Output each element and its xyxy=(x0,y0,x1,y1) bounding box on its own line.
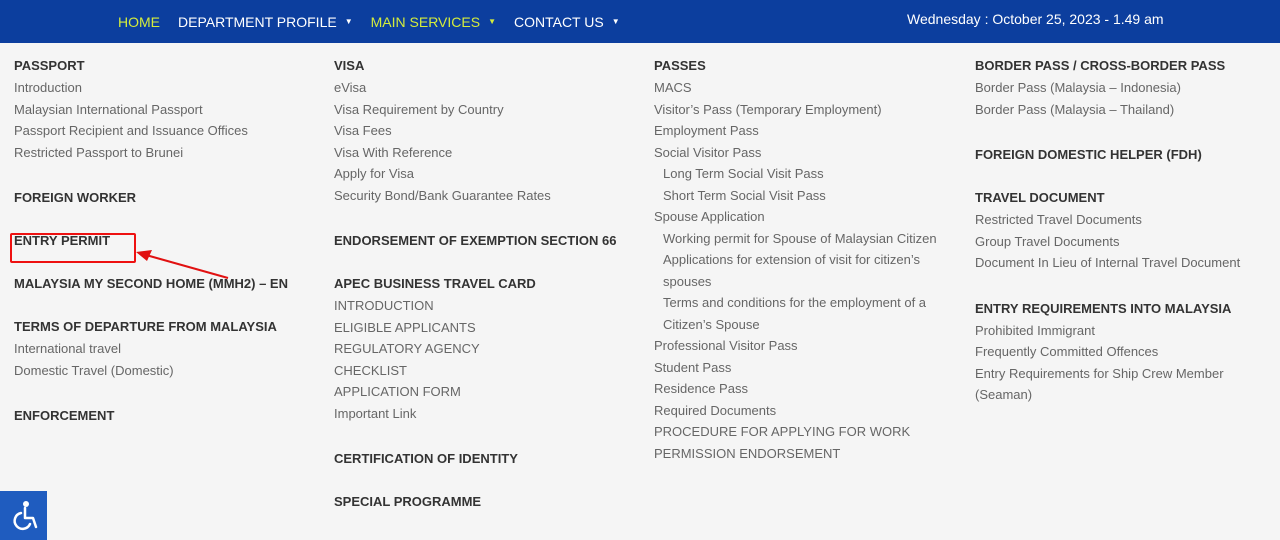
menu-section-enforcement xyxy=(14,407,314,424)
mega-menu-column-3 xyxy=(654,57,954,490)
menu-heading-foreign-domestic-helper-fdh[interactable]: FOREIGN DOMESTIC HELPER (FDH) xyxy=(975,147,1202,162)
menu-link-domestic-travel-domestic[interactable]: Domestic Travel (Domestic) xyxy=(14,362,174,378)
menu-link-apply-for-visa[interactable]: Apply for Visa xyxy=(334,166,414,181)
nav-main-services-label: MAIN SERVICES xyxy=(370,13,481,30)
menu-section-visa xyxy=(334,57,644,206)
menu-link-prohibited-immigrant[interactable]: Prohibited Immigrant xyxy=(975,322,1095,338)
menu-link-passport-recipient-and-issuance-offices[interactable]: Passport Recipient and Issuance Offices xyxy=(14,123,248,138)
entry-permit-highlight-box xyxy=(10,233,136,263)
menu-link-terms-and-conditions-for-the-employment-of-a-citizen-s-spouse[interactable]: Terms and conditions for the employment of a Citizen’s Spouse xyxy=(663,295,927,332)
menu-link-malaysian-international-passport[interactable]: Malaysian International Passport xyxy=(14,101,203,117)
menu-link-eligible-applicants[interactable]: ELIGIBLE APPLICANTS xyxy=(334,319,476,335)
menu-link-visitor-s-pass-temporary-employment[interactable]: Visitor’s Pass (Temporary Employment) xyxy=(654,101,882,117)
menu-section-entry-requirements-into-malaysia xyxy=(975,300,1265,406)
nav-main-services[interactable] xyxy=(371,14,496,30)
wheelchair-icon xyxy=(9,500,39,532)
menu-link-professional-visitor-pass[interactable]: Professional Visitor Pass xyxy=(654,338,798,353)
menu-section-passes xyxy=(654,57,954,464)
menu-link-required-documents[interactable]: Required Documents xyxy=(654,402,777,418)
menu-heading-passport[interactable]: PASSPORT xyxy=(14,58,85,73)
nav-department-profile-label: DEPARTMENT PROFILE xyxy=(178,13,337,30)
menu-heading-travel-document[interactable]: TRAVEL DOCUMENT xyxy=(975,190,1105,205)
menu-link-international-travel[interactable]: International travel xyxy=(14,341,121,356)
menu-link-visa-with-reference[interactable]: Visa With Reference xyxy=(334,144,453,160)
accessibility-button[interactable] xyxy=(0,491,47,540)
menu-section-foreign-domestic-helper-fdh xyxy=(975,146,1265,163)
menu-link-visa-requirement-by-country[interactable]: Visa Requirement by Country xyxy=(334,101,504,117)
mega-menu-column-2 xyxy=(334,57,644,536)
menu-link-residence-pass[interactable]: Residence Pass xyxy=(654,381,748,396)
menu-heading-certification-of-identity[interactable]: CERTIFICATION OF IDENTITY xyxy=(334,451,518,466)
menu-link-social-visitor-pass[interactable]: Social Visitor Pass xyxy=(654,144,762,160)
menu-link-entry-requirements-for-ship-crew-member-seaman[interactable]: Entry Requirements for Ship Crew Member (Seaman) xyxy=(975,365,1224,402)
nav-contact-us-label: CONTACT US xyxy=(513,13,604,30)
menu-section-foreign-worker xyxy=(14,189,314,206)
menu-heading-special-programme[interactable]: SPECIAL PROGRAMME xyxy=(334,494,482,509)
menu-section-special-programme xyxy=(334,493,644,510)
menu-link-short-term-social-visit-pass[interactable]: Short Term Social Visit Pass xyxy=(663,187,826,203)
menu-heading-visa[interactable]: VISA xyxy=(334,58,365,73)
nav-contact-us[interactable] xyxy=(514,14,620,30)
menu-link-applications-for-extension-of-visit-for-citizen-s-spouses[interactable]: Applications for extension of visit for citizen’s spouses xyxy=(663,252,920,289)
menu-link-evisa[interactable]: eVisa xyxy=(334,80,367,95)
menu-link-employment-pass[interactable]: Employment Pass xyxy=(654,123,759,138)
menu-link-working-permit-for-spouse-of-malaysian-citizen[interactable]: Working permit for Spouse of Malaysian Citizen xyxy=(663,230,937,246)
menu-heading-passes[interactable]: PASSES xyxy=(654,58,706,73)
menu-link-student-pass[interactable]: Student Pass xyxy=(654,359,732,375)
menu-link-frequently-committed-offences[interactable]: Frequently Committed Offences xyxy=(975,344,1159,359)
menu-section-apec-business-travel-card xyxy=(334,275,644,424)
menu-heading-apec-business-travel-card[interactable]: APEC BUSINESS TRAVEL CARD xyxy=(334,276,536,291)
menu-link-document-in-lieu-of-internal-travel-document[interactable]: Document In Lieu of Internal Travel Document xyxy=(975,255,1241,270)
main-nav xyxy=(118,0,638,43)
nav-home-label: HOME xyxy=(118,13,160,30)
menu-link-spouse-application[interactable]: Spouse Application xyxy=(654,209,765,224)
menu-section-endorsement-of-exemption-section-66 xyxy=(334,232,644,249)
top-navigation-bar xyxy=(0,0,1280,43)
chevron-down-icon: ▼ xyxy=(611,17,620,26)
menu-section-certification-of-identity xyxy=(334,450,644,467)
menu-link-border-pass-malaysia-thailand[interactable]: Border Pass (Malaysia – Thailand) xyxy=(975,101,1175,117)
chevron-down-icon: ▼ xyxy=(488,17,496,26)
menu-heading-entry-permit[interactable]: ENTRY PERMIT xyxy=(14,233,111,248)
menu-link-group-travel-documents[interactable]: Group Travel Documents xyxy=(975,233,1120,249)
menu-link-introduction[interactable]: INTRODUCTION xyxy=(334,298,434,313)
menu-heading-enforcement[interactable]: ENFORCEMENT xyxy=(14,408,115,423)
menu-link-long-term-social-visit-pass[interactable]: Long Term Social Visit Pass xyxy=(663,166,824,181)
menu-section-terms-of-departure-from-malaysia xyxy=(14,318,314,381)
menu-heading-entry-requirements-into-malaysia[interactable]: ENTRY REQUIREMENTS INTO MALAYSIA xyxy=(975,300,1232,316)
menu-link-border-pass-malaysia-indonesia[interactable]: Border Pass (Malaysia – Indonesia) xyxy=(975,80,1181,95)
current-date: Wednesday : October 25, 2023 - 1.49 am xyxy=(907,11,1164,27)
chevron-down-icon: ▼ xyxy=(344,17,353,26)
menu-link-regulatory-agency[interactable]: REGULATORY AGENCY xyxy=(334,341,480,356)
mega-menu-column-4 xyxy=(975,57,1265,432)
menu-link-restricted-passport-to-brunei[interactable]: Restricted Passport to Brunei xyxy=(14,144,184,160)
nav-department-profile[interactable] xyxy=(178,14,353,30)
menu-link-checklist[interactable]: CHECKLIST xyxy=(334,362,407,378)
menu-section-border-pass-cross-border-pass xyxy=(975,57,1265,120)
menu-heading-malaysia-my-second-home-mmh2-en[interactable]: MALAYSIA MY SECOND HOME (MMH2) – EN xyxy=(14,276,288,291)
menu-heading-foreign-worker[interactable]: FOREIGN WORKER xyxy=(14,190,137,205)
menu-link-restricted-travel-documents[interactable]: Restricted Travel Documents xyxy=(975,212,1142,227)
menu-link-important-link[interactable]: Important Link xyxy=(334,405,417,421)
menu-heading-terms-of-departure-from-malaysia[interactable]: TERMS OF DEPARTURE FROM MALAYSIA xyxy=(14,319,277,334)
menu-heading-endorsement-of-exemption-section-66[interactable]: ENDORSEMENT OF EXEMPTION SECTION 66 xyxy=(334,233,617,248)
nav-home[interactable] xyxy=(118,14,160,30)
menu-link-macs[interactable]: MACS xyxy=(654,80,692,95)
menu-link-procedure-for-applying-for-work-permission-endorsement[interactable]: PROCEDURE FOR APPLYING FOR WORK PERMISSION ENDORSEMENT xyxy=(654,424,911,461)
menu-link-application-form[interactable]: APPLICATION FORM xyxy=(334,384,461,399)
menu-section-passport xyxy=(14,57,314,163)
menu-link-introduction[interactable]: Introduction xyxy=(14,80,82,95)
menu-section-travel-document xyxy=(975,189,1265,274)
menu-heading-border-pass-cross-border-pass[interactable]: BORDER PASS / CROSS-BORDER PASS xyxy=(975,58,1226,73)
menu-link-security-bond-bank-guarantee-rates[interactable]: Security Bond/Bank Guarantee Rates xyxy=(334,187,551,203)
menu-link-visa-fees[interactable]: Visa Fees xyxy=(334,123,392,138)
pointer-arrow-icon xyxy=(130,245,230,285)
